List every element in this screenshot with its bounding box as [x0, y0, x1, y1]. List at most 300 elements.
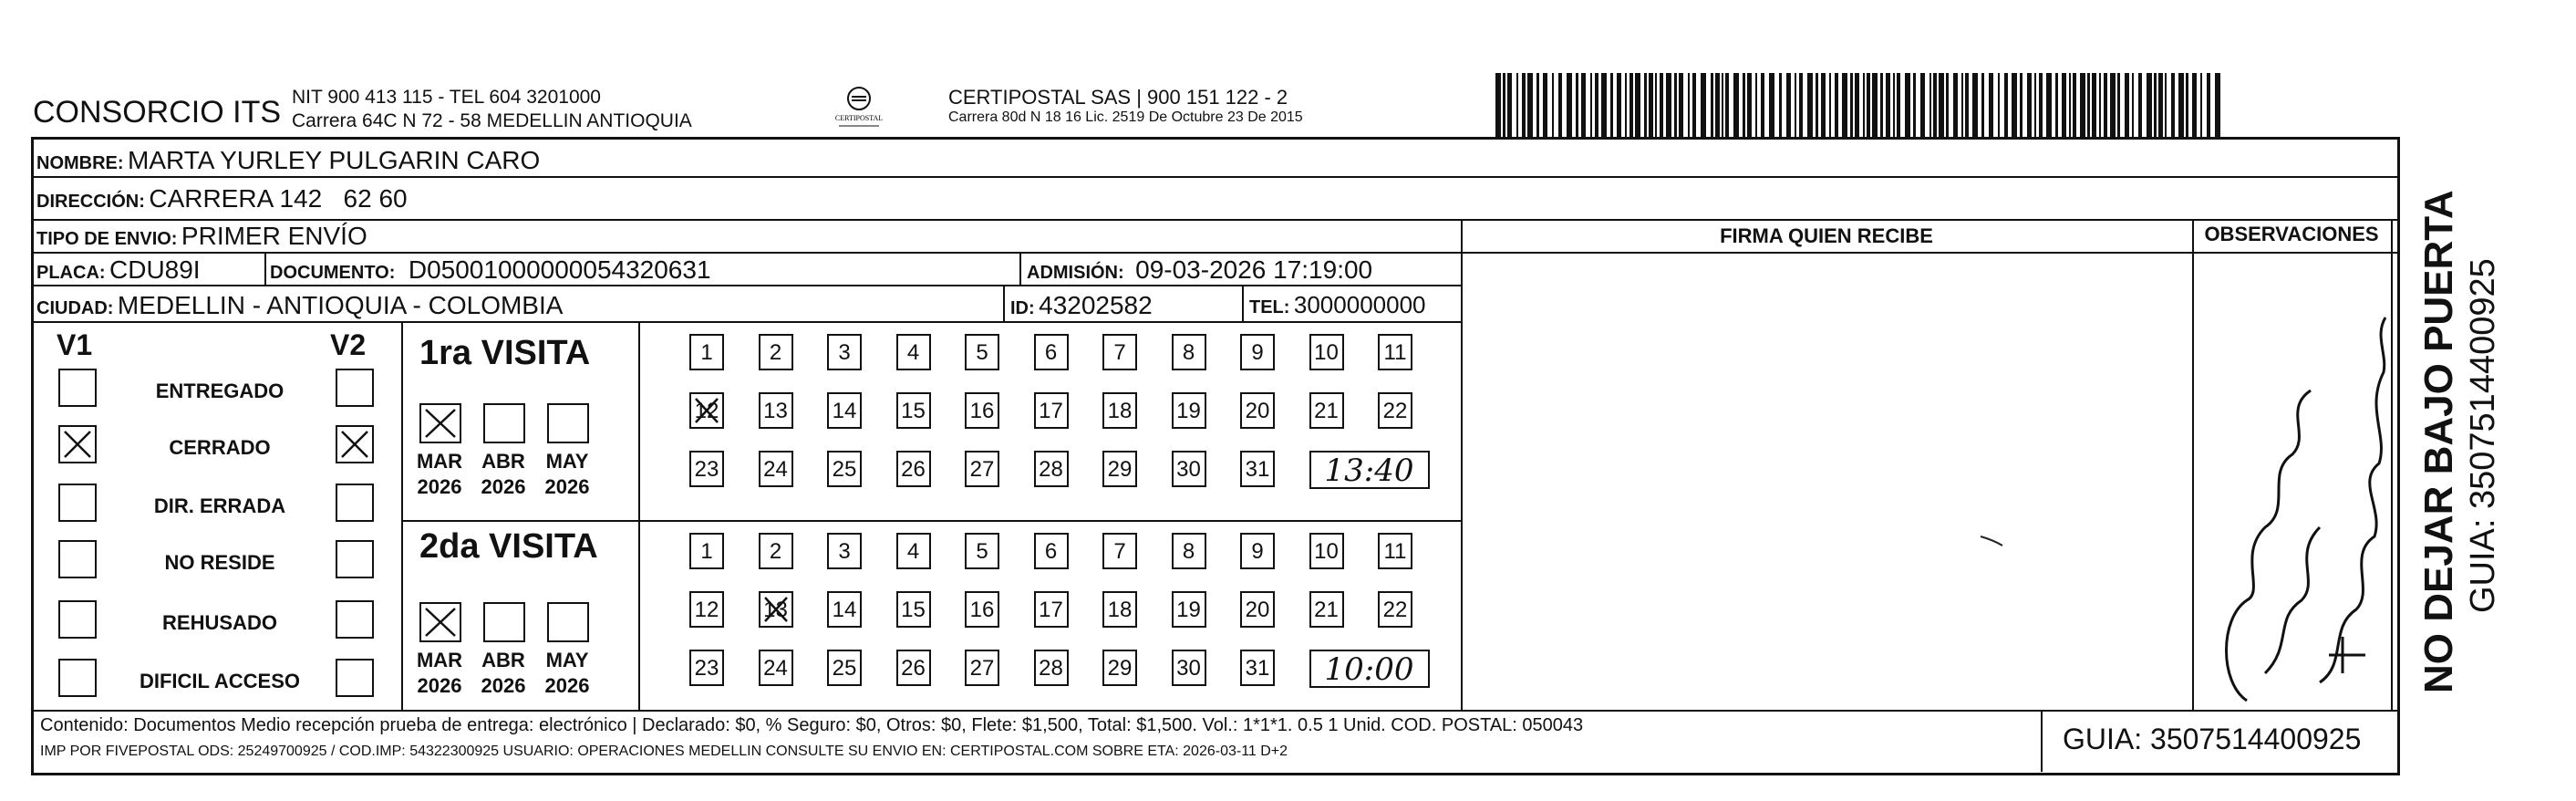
status-v2-checkbox[interactable]	[336, 484, 374, 522]
day-box[interactable]	[965, 451, 999, 487]
day-box[interactable]	[759, 334, 793, 370]
status-v2-checkbox[interactable]	[336, 540, 374, 578]
day-number: 15	[901, 399, 926, 423]
barcode-bar	[2207, 73, 2210, 137]
barcode-bar	[1743, 73, 1745, 137]
barcode-bar	[1867, 73, 1870, 137]
id-label: ID:	[1010, 298, 1035, 318]
barcode-bar	[1850, 73, 1853, 137]
status-v1-checkbox[interactable]	[58, 540, 97, 578]
day-box[interactable]	[1102, 591, 1137, 628]
day-number: 15	[901, 598, 926, 622]
barcode-bar	[1989, 73, 1993, 137]
barcode-bar	[1495, 73, 1501, 137]
day-box[interactable]	[1102, 533, 1137, 569]
day-number: 30	[1176, 457, 1201, 482]
guia-number: GUIA: 3507514400925	[2063, 723, 2362, 755]
document-number: D05001000000054320631	[408, 255, 711, 284]
barcode-bar	[2073, 73, 2076, 137]
day-number: 27	[969, 457, 995, 482]
day-box[interactable]	[965, 392, 999, 429]
day-box[interactable]	[1240, 392, 1275, 429]
status-label: DIR. ERRADA	[153, 494, 286, 517]
barcode-bar	[2158, 73, 2163, 137]
recipient-id: 43202582	[1039, 291, 1153, 319]
barcode-bar	[1601, 73, 1607, 137]
day-box[interactable]	[689, 451, 724, 487]
visit-time[interactable]: 10:00	[1309, 650, 1430, 688]
day-number: 8	[1182, 340, 1195, 365]
day-number: 14	[832, 399, 857, 423]
day-number: 28	[1039, 457, 1063, 482]
barcode-bar	[2080, 73, 2085, 137]
day-number: 21	[1314, 598, 1339, 622]
day-number: 5	[976, 539, 988, 564]
month-label	[540, 449, 595, 500]
tel-row	[1249, 291, 1426, 319]
day-number: 13	[763, 598, 788, 622]
barcode-bar	[2154, 73, 2157, 137]
barcode-bar	[1701, 73, 1706, 137]
month-checkbox[interactable]	[483, 602, 525, 642]
status-v1-checkbox[interactable]	[58, 425, 97, 463]
month-name: MAR	[416, 649, 463, 671]
barcode-bar	[1929, 73, 1931, 137]
day-box[interactable]	[1240, 591, 1275, 628]
month-checkbox[interactable]	[547, 403, 589, 443]
day-number: 12	[694, 598, 719, 622]
barcode-bar	[1558, 73, 1562, 137]
day-box[interactable]	[759, 533, 793, 569]
barcode-bar	[1644, 73, 1647, 137]
month-checkbox[interactable]	[419, 403, 461, 443]
handwritten-note-icon	[2192, 254, 2391, 710]
day-box[interactable]	[827, 451, 862, 487]
barcode-bar	[1576, 73, 1578, 137]
day-box[interactable]	[759, 451, 793, 487]
day-number: 7	[1113, 340, 1126, 365]
barcode-bar	[1972, 73, 1978, 137]
day-number: 17	[1039, 399, 1063, 423]
day-box[interactable]	[1240, 533, 1275, 569]
barcode-bar	[1722, 73, 1723, 137]
barcode-bar	[1552, 73, 1554, 137]
month-year: 2026	[481, 674, 526, 697]
day-number: 25	[832, 457, 857, 482]
barcode-bar	[2117, 73, 2120, 137]
barcode-bar	[1799, 73, 1803, 137]
day-box[interactable]	[1309, 392, 1344, 429]
tel-label: TEL:	[1249, 297, 1290, 317]
footer-info	[40, 715, 2028, 760]
barcode-bar	[1761, 73, 1764, 137]
barcode-bar	[1880, 73, 1883, 137]
barcode-bar	[2092, 73, 2096, 137]
day-box[interactable]	[689, 334, 724, 370]
status-v2-checkbox[interactable]	[336, 369, 374, 407]
day-number: 11	[1383, 340, 1407, 365]
barcode-bar	[2165, 73, 2167, 137]
barcode-bar	[1863, 73, 1865, 137]
barcode-bar	[2147, 73, 2152, 137]
city-label: CIUDAD:	[36, 298, 114, 318]
day-number: 17	[1039, 598, 1063, 622]
barcode-bar	[1886, 73, 1890, 137]
day-number: 4	[906, 340, 920, 365]
barcode-bar	[2020, 73, 2023, 137]
day-box[interactable]	[1102, 451, 1137, 487]
day-box[interactable]	[1309, 334, 1344, 370]
barcode-bar	[1617, 73, 1621, 137]
day-box[interactable]	[689, 533, 724, 569]
name-label: NOMBRE:	[36, 153, 124, 173]
day-box[interactable]	[827, 392, 862, 429]
plate: CDU89I	[109, 255, 201, 284]
barcode-bar	[1897, 73, 1900, 137]
barcode-bar	[2062, 73, 2066, 137]
barcode-bar	[2186, 73, 2188, 137]
barcode-bar	[1872, 73, 1878, 137]
barcode-bar	[2087, 73, 2090, 137]
company-info	[292, 86, 692, 133]
month-label	[412, 648, 467, 699]
day-box[interactable]	[1378, 533, 1412, 569]
barcode-bar	[1567, 73, 1572, 137]
month-name: ABR	[481, 649, 525, 671]
barcode-bar	[1905, 73, 1910, 137]
day-number: 10	[1314, 340, 1339, 365]
barcode-bar	[1842, 73, 1847, 137]
month-year: 2026	[417, 674, 462, 697]
barcode-bar	[2200, 73, 2202, 137]
status-v1-checkbox[interactable]	[58, 369, 97, 407]
day-box[interactable]	[1102, 650, 1137, 686]
barcode-bar	[1953, 73, 1958, 137]
barcode-bar	[1747, 73, 1752, 137]
barcode-bar	[2004, 73, 2008, 137]
barcode-bar	[1692, 73, 1696, 137]
plate-row	[36, 255, 201, 285]
barcode-bar	[2069, 73, 2071, 137]
month-year: 2026	[544, 674, 590, 697]
side-guia-number: GUIA: 3507514400925	[2464, 258, 2502, 613]
day-number: 2	[769, 340, 782, 365]
day-box[interactable]	[827, 334, 862, 370]
day-box[interactable]	[965, 334, 999, 370]
day-box[interactable]	[827, 650, 862, 686]
visit-time[interactable]: 13:40	[1309, 451, 1430, 489]
day-box[interactable]	[1378, 591, 1412, 628]
day-box[interactable]	[1034, 392, 1069, 429]
city-row	[36, 291, 563, 320]
day-box[interactable]	[759, 392, 793, 429]
barcode-bar	[2132, 73, 2134, 137]
day-box[interactable]	[1240, 650, 1275, 686]
day-box[interactable]	[1034, 650, 1069, 686]
day-box[interactable]	[689, 650, 724, 686]
barcode-bar	[1625, 73, 1627, 137]
month-label	[540, 648, 595, 699]
month-label	[412, 449, 467, 500]
day-box[interactable]	[1240, 334, 1275, 370]
day-box[interactable]	[965, 591, 999, 628]
day-number: 16	[969, 399, 995, 423]
day-box[interactable]	[965, 533, 999, 569]
recipient-address: CARRERA 142 62 60	[149, 184, 408, 213]
barcode-bar	[1688, 73, 1690, 137]
nit-line: NIT 900 413 115 - TEL 604 3201000	[292, 87, 601, 108]
status-label: NO RESIDE	[164, 551, 275, 574]
barcode-bar	[1536, 73, 1539, 137]
month-checkbox[interactable]	[419, 602, 461, 642]
day-box[interactable]	[896, 591, 931, 628]
barcode-bar	[1946, 73, 1949, 137]
day-box[interactable]	[1378, 392, 1412, 429]
month-year: 2026	[417, 475, 462, 498]
barcode-bar	[1913, 73, 1916, 137]
day-box[interactable]	[1034, 334, 1069, 370]
day-number: 18	[1107, 399, 1133, 423]
barcode-bar	[1786, 73, 1791, 137]
barcode-bar	[1855, 73, 1859, 137]
day-box[interactable]	[896, 533, 931, 569]
day-number: 20	[1245, 399, 1270, 423]
footer-content-line: Contenido: Documentos Medio recepción prueba de entrega: electrónico | Declarado: $0, % Seguro: $0, Otros: $0, Flete: $1,500, Total: $1,500. Vol.: 1*1*1. 0.5 1 Unid. COD. POSTAL: 050043	[40, 715, 1584, 735]
barcode-bar	[2171, 73, 2175, 137]
send-type-label: TIPO DE ENVIO:	[36, 229, 178, 249]
status-label: DIFICIL ACCESO	[139, 670, 300, 692]
day-box[interactable]	[1240, 451, 1275, 487]
send-type-row	[36, 222, 367, 251]
day-box[interactable]	[1309, 533, 1344, 569]
month-checkbox[interactable]	[483, 403, 525, 443]
day-number: 26	[901, 656, 926, 681]
barcode-bar	[2192, 73, 2197, 137]
day-box[interactable]	[1172, 392, 1206, 429]
document-label: DOCUMENTO:	[270, 263, 396, 283]
day-box[interactable]	[1378, 334, 1412, 370]
day-number: 27	[969, 656, 995, 681]
barcode-bar	[1821, 73, 1826, 137]
day-box[interactable]	[1172, 533, 1206, 569]
plate-label: PLACA:	[36, 263, 106, 283]
day-box[interactable]	[827, 591, 862, 628]
day-box[interactable]	[896, 334, 931, 370]
day-number: 19	[1176, 598, 1201, 622]
footer-print-line: IMP POR FIVEPOSTAL ODS: 25249700925 / COD.IMP: 54322300925 USUARIO: OPERACIONES MEDELLIN CONSULTE SU ENVIO EN: CERTIPOSTAL.COM SOBRE ETA: 2026-03-11 D+2	[40, 744, 1288, 759]
day-box[interactable]	[896, 392, 931, 429]
barcode-bar	[2055, 73, 2058, 137]
barcode-bar	[1981, 73, 1984, 137]
barcode	[1495, 73, 2225, 137]
day-number: 2	[769, 539, 782, 564]
observations-header: OBSERVACIONES	[2204, 223, 2379, 245]
barcode-bar	[2125, 73, 2129, 137]
day-box[interactable]	[1172, 334, 1206, 370]
day-box[interactable]	[759, 591, 793, 628]
day-number: 30	[1176, 656, 1201, 681]
day-box[interactable]	[1034, 533, 1069, 569]
day-number: 14	[832, 598, 857, 622]
day-number: 6	[1044, 340, 1058, 365]
barcode-bar	[1581, 73, 1586, 137]
barcode-bar	[1715, 73, 1720, 137]
v2-header: V2	[330, 328, 367, 361]
day-box[interactable]	[896, 650, 931, 686]
day-box[interactable]	[759, 650, 793, 686]
day-number: 12	[694, 399, 719, 423]
status-v2-checkbox[interactable]	[336, 425, 374, 463]
city: MEDELLIN - ANTIOQUIA - COLOMBIA	[117, 291, 564, 319]
barcode-bar	[2178, 73, 2184, 137]
barcode-bar	[2034, 73, 2036, 137]
courier-line-1: CERTIPOSTAL SAS | 900 151 122 - 2	[948, 86, 1288, 109]
month-year: 2026	[481, 475, 526, 498]
day-box[interactable]	[827, 533, 862, 569]
barcode-bar	[1655, 73, 1657, 137]
day-number: 29	[1107, 656, 1133, 681]
day-number: 13	[763, 399, 788, 423]
month-name: ABR	[481, 450, 525, 473]
day-number: 7	[1113, 539, 1126, 564]
address-line: Carrera 64C N 72 - 58 MEDELLIN ANTIOQUIA	[292, 110, 692, 131]
day-box[interactable]	[1034, 591, 1069, 628]
certipostal-logo	[832, 84, 886, 130]
day-number: 26	[901, 457, 926, 482]
barcode-bar	[1816, 73, 1818, 137]
day-number: 28	[1039, 656, 1063, 681]
month-checkbox[interactable]	[547, 602, 589, 642]
barcode-bar	[1590, 73, 1592, 137]
barcode-bar	[1679, 73, 1683, 137]
barcode-bar	[1666, 73, 1671, 137]
barcode-bar	[2215, 73, 2220, 137]
barcode-bar	[1507, 73, 1512, 137]
signature-stroke	[1461, 254, 2192, 710]
barcode-bar	[2027, 73, 2032, 137]
second-visit-title: 2da VISITA	[419, 527, 598, 566]
day-number: 24	[763, 457, 788, 482]
status-label: CERRADO	[169, 436, 271, 459]
barcode-bar	[1635, 73, 1640, 137]
barcode-bar	[1522, 73, 1526, 137]
barcode-bar	[1711, 73, 1713, 137]
day-box[interactable]	[689, 392, 724, 429]
courier-line-2: Carrera 80d N 18 16 Lic. 2519 De Octubre 23 De 2015	[948, 109, 1303, 125]
barcode-bar	[1965, 73, 1969, 137]
day-box[interactable]	[1034, 451, 1069, 487]
day-box[interactable]	[1102, 392, 1137, 429]
status-v2-checkbox[interactable]	[336, 659, 374, 697]
day-number: 3	[838, 539, 851, 564]
day-number: 1	[700, 340, 713, 365]
barcode-bar	[1829, 73, 1831, 137]
status-v2-checkbox[interactable]	[336, 600, 374, 639]
barcode-bar	[1516, 73, 1518, 137]
courier-info	[948, 86, 1303, 126]
address-row	[36, 184, 408, 213]
admission-label: ADMISIÓN:	[1027, 263, 1124, 283]
barcode-bar	[2104, 73, 2107, 137]
logo-text: CERTIPOSTAL	[834, 114, 884, 122]
barcode-bar	[1769, 73, 1774, 137]
barcode-bar	[1649, 73, 1653, 137]
month-label	[476, 449, 531, 500]
barcode-bar	[1893, 73, 1895, 137]
day-number: 9	[1251, 539, 1264, 564]
status-v1-checkbox[interactable]	[58, 659, 97, 697]
barcode-bar	[2138, 73, 2142, 137]
company-name: CONSORCIO ITS	[33, 95, 282, 130]
status-label: ENTREGADO	[155, 380, 284, 402]
observations-area[interactable]	[2192, 254, 2391, 710]
day-number: 24	[763, 656, 788, 681]
month-name: MAY	[545, 450, 589, 473]
barcode-bar	[2039, 73, 2043, 137]
day-box[interactable]	[1102, 334, 1137, 370]
barcode-bar	[2012, 73, 2017, 137]
month-name: MAY	[545, 649, 589, 671]
barcode-bar	[1961, 73, 1963, 137]
admission-date: 09-03-2026 17:19:00	[1135, 255, 1373, 284]
barcode-bar	[1755, 73, 1757, 137]
day-number: 16	[969, 598, 995, 622]
day-box[interactable]	[965, 650, 999, 686]
signature-area[interactable]	[1461, 254, 2192, 710]
status-v1-checkbox[interactable]	[58, 484, 97, 522]
day-number: 23	[694, 656, 719, 681]
barcode-bar	[1795, 73, 1796, 137]
day-box[interactable]	[1309, 591, 1344, 628]
barcode-bar	[2110, 73, 2116, 137]
barcode-bar	[1835, 73, 1838, 137]
day-number: 6	[1044, 539, 1058, 564]
tel: 3000000000	[1293, 291, 1426, 318]
barcode-bar	[1939, 73, 1944, 137]
barcode-bar	[1779, 73, 1782, 137]
day-number: 1	[700, 539, 713, 564]
day-number: 22	[1382, 598, 1408, 622]
month-year: 2026	[544, 475, 590, 498]
day-box[interactable]	[689, 591, 724, 628]
day-box[interactable]	[1172, 650, 1206, 686]
barcode-bar	[1674, 73, 1677, 137]
day-number: 20	[1245, 598, 1270, 622]
barcode-bar	[2046, 73, 2052, 137]
barcode-bar	[1595, 73, 1598, 137]
status-v1-checkbox[interactable]	[58, 600, 97, 639]
barcode-bar	[1543, 73, 1547, 137]
barcode-bar	[1998, 73, 2000, 137]
day-number: 11	[1383, 539, 1407, 564]
day-number: 21	[1314, 399, 1339, 423]
day-number: 25	[832, 656, 857, 681]
day-number: 23	[694, 457, 719, 482]
day-number: 18	[1107, 598, 1133, 622]
no-under-door-warning: NO DEJAR BAJO PUERTA	[2416, 190, 2461, 693]
id-row	[1010, 291, 1153, 320]
day-box[interactable]	[896, 451, 931, 487]
day-number: 3	[838, 340, 851, 365]
month-name: MAR	[416, 450, 463, 473]
day-box[interactable]	[1172, 591, 1206, 628]
day-number: 29	[1107, 457, 1133, 482]
admission-row	[1027, 255, 1372, 285]
day-box[interactable]	[1172, 451, 1206, 487]
barcode-bar	[1933, 73, 1937, 137]
day-number: 31	[1245, 457, 1270, 482]
day-number: 22	[1382, 399, 1408, 423]
